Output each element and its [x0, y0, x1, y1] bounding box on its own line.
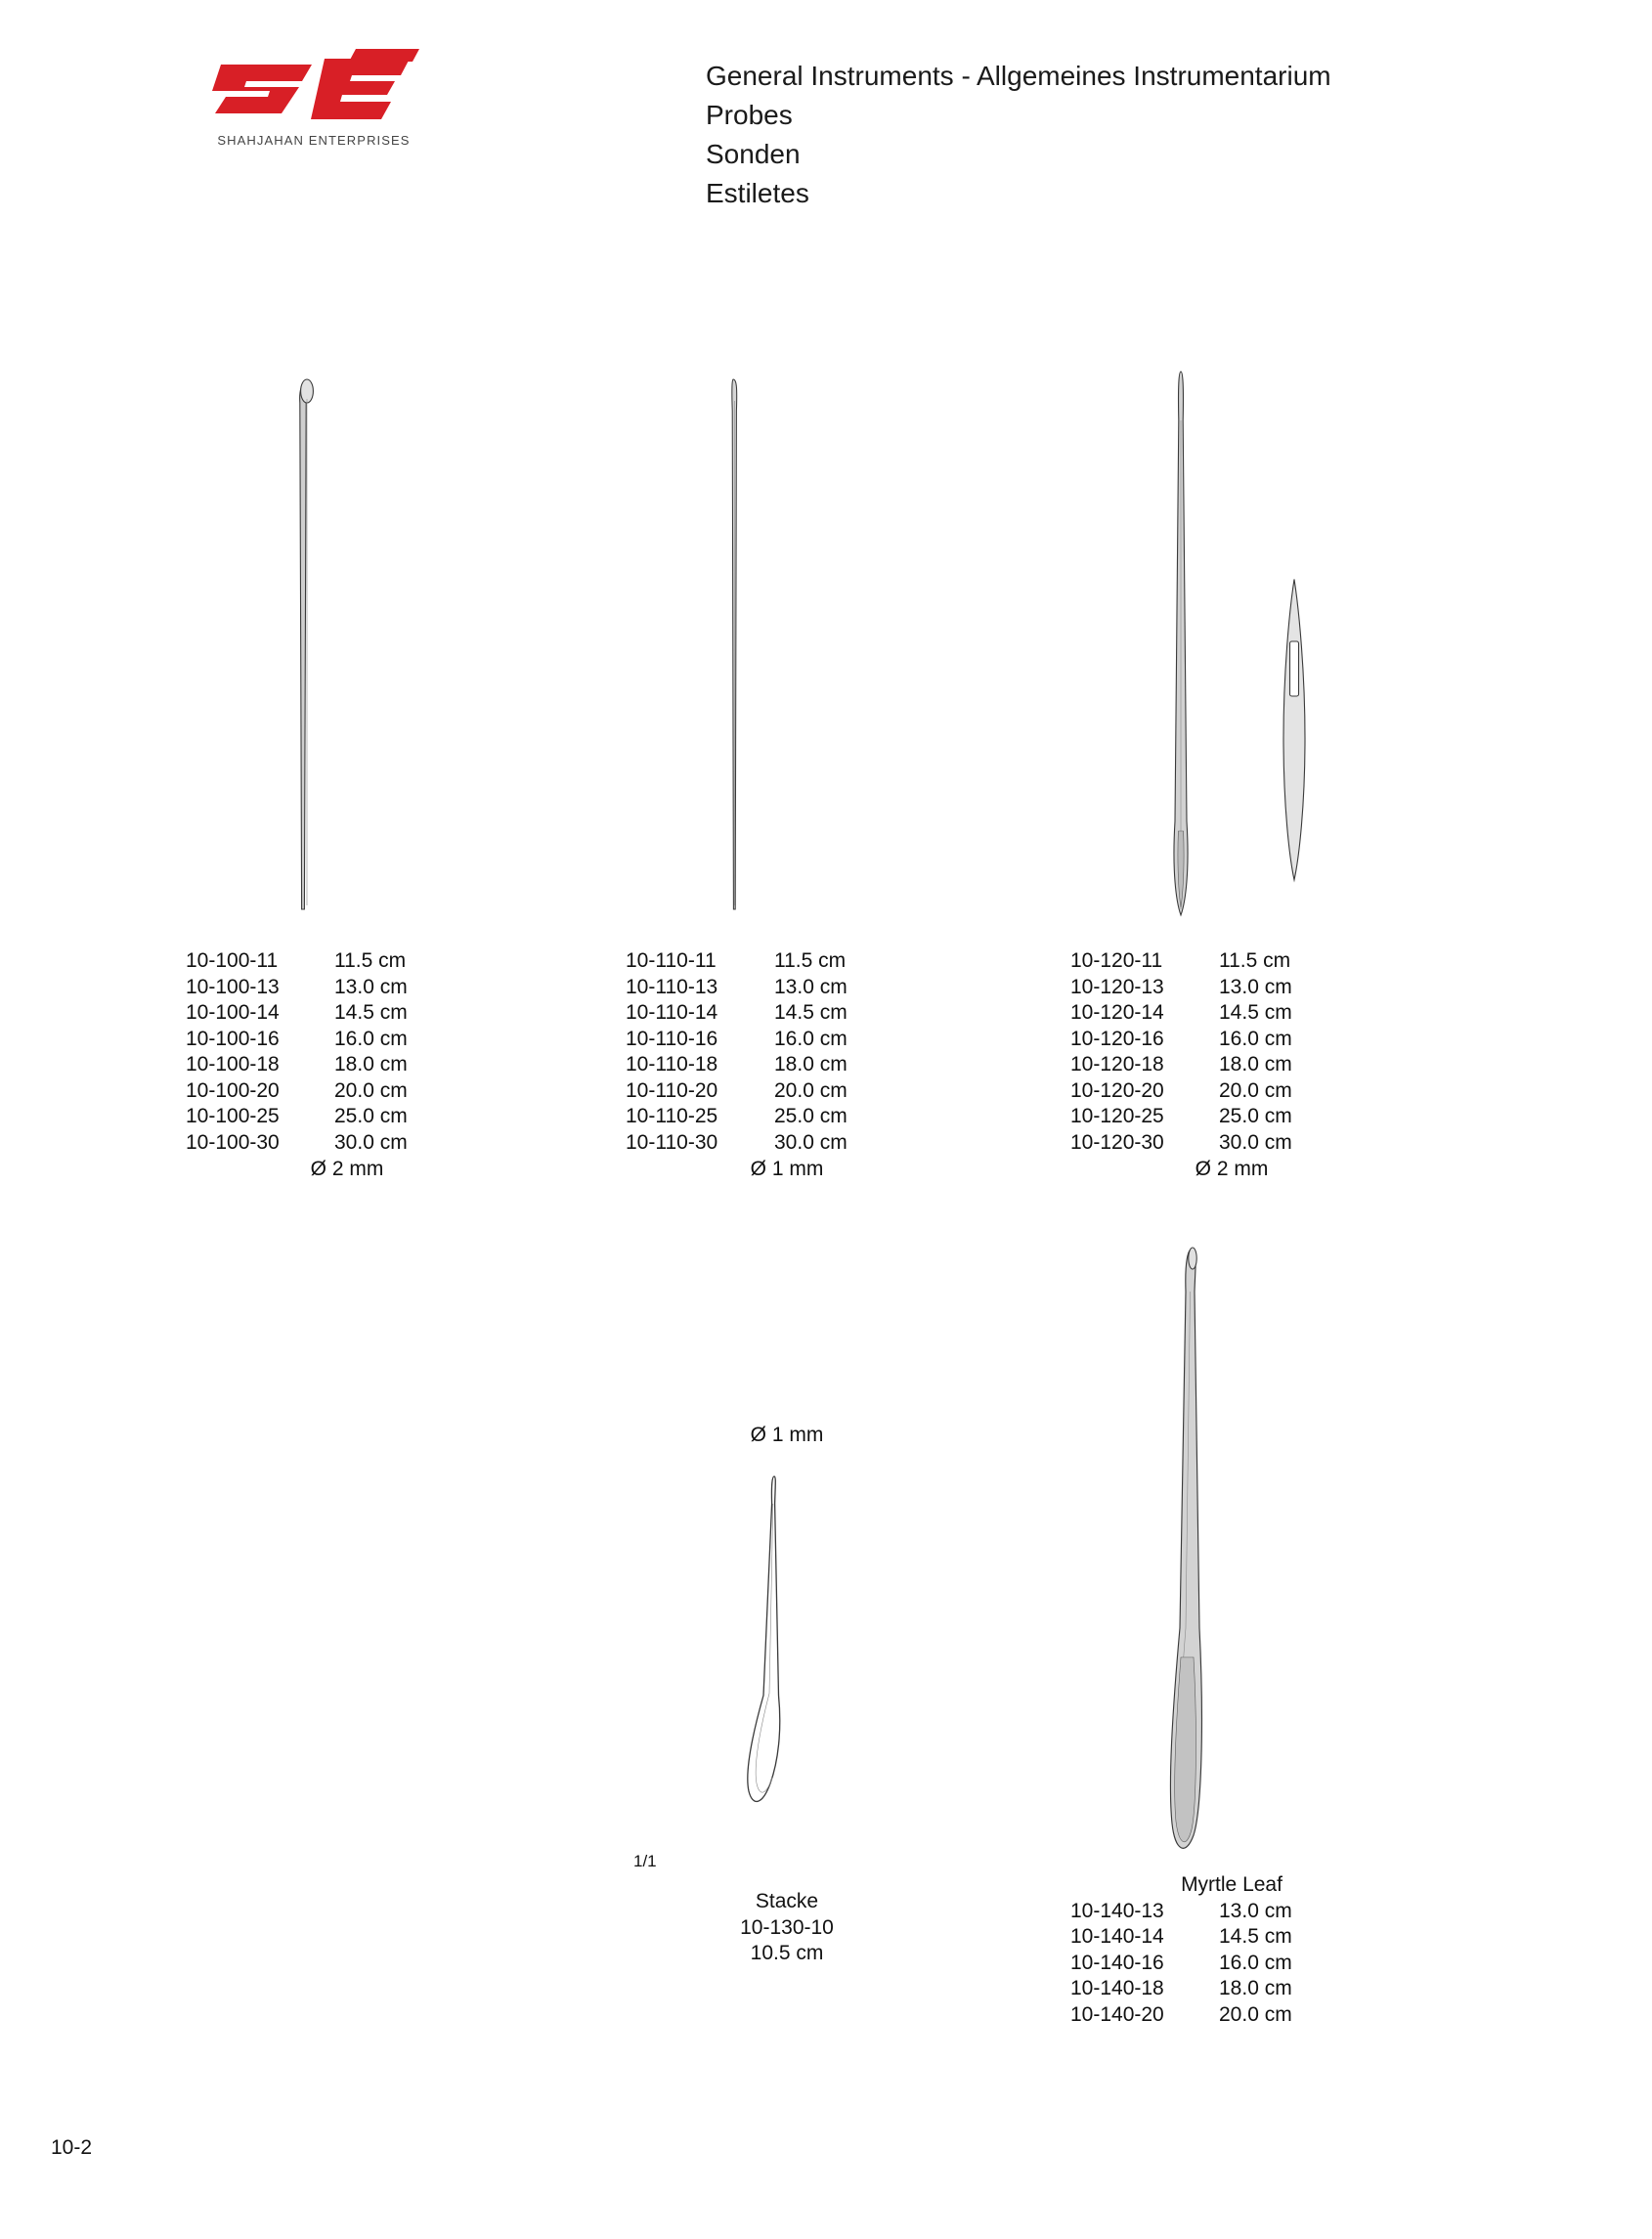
spec-row	[626, 1027, 948, 1053]
product-illustration-10-110	[626, 362, 948, 948]
spec-code: 10-110-20	[626, 1078, 718, 1102]
spec-size: 14.5 cm	[334, 1001, 408, 1024]
spec-code: 10-120-16	[1070, 1027, 1164, 1050]
diameter-label: Ø 2 mm	[1195, 1158, 1269, 1180]
spec-list-myrtle-leaf	[1070, 1899, 1393, 2029]
brand-caption: SHAHJAHAN ENTERPRISES	[217, 133, 411, 148]
spec-size: 20.0 cm	[774, 1078, 848, 1102]
spec-row	[1070, 1899, 1393, 1925]
header-line-1: General Instruments - Allgemeines Instrumentarium	[706, 61, 1331, 91]
spec-list-10-100	[186, 948, 508, 1183]
spec-code: 10-110-30	[626, 1130, 718, 1154]
spec-list-10-110	[626, 948, 948, 1183]
header-line-2: Probes	[706, 100, 793, 130]
product-illustration-10-120	[1070, 362, 1393, 948]
spec-code: 10-110-25	[626, 1105, 718, 1127]
spec-code: 10-120-20	[1070, 1078, 1164, 1102]
product-illustration-myrtle-leaf	[1070, 1237, 1393, 1872]
spec-size: 16.0 cm	[774, 1027, 848, 1050]
spec-row	[626, 1000, 948, 1027]
spec-size: 11.5 cm	[774, 949, 847, 972]
spec-size: 11.5 cm	[334, 949, 407, 972]
product-illustration-10-100	[186, 362, 508, 948]
product-group-10-120	[1070, 362, 1393, 1183]
spec-code: 10-100-14	[186, 1001, 280, 1024]
spec-size: 20.0 cm	[1219, 2002, 1292, 2026]
spec-row	[186, 1130, 508, 1157]
spec-row	[186, 975, 508, 1001]
brand-logo	[192, 49, 436, 176]
spec-code: 10-110-11	[626, 949, 717, 972]
spec-code: 10-110-18	[626, 1053, 718, 1076]
spec-code: 10-100-13	[186, 975, 280, 998]
spec-row	[626, 975, 948, 1001]
spec-size: 25.0 cm	[334, 1105, 408, 1127]
product-group-stacke	[626, 1423, 948, 1967]
spec-size: 14.5 cm	[1219, 1925, 1292, 1948]
spec-code: 10-100-25	[186, 1105, 280, 1127]
product-group-10-110	[626, 362, 948, 1183]
spec-code: 10-110-13	[626, 975, 718, 998]
spec-row	[186, 1027, 508, 1053]
diameter-label: Ø 2 mm	[310, 1158, 384, 1180]
product-illustration-stacke	[626, 1469, 948, 1889]
page-header	[0, 0, 1652, 225]
spec-code: 10-120-11	[1070, 949, 1163, 972]
spec-code: 10-140-14	[1070, 1925, 1164, 1948]
spec-code: 10-120-30	[1070, 1130, 1164, 1154]
spec-row	[1070, 1104, 1393, 1130]
spec-row	[1070, 1027, 1393, 1053]
spec-row	[186, 1052, 508, 1078]
spec-size: 18.0 cm	[1219, 1053, 1292, 1076]
header-titles	[706, 57, 1331, 213]
spec-row	[1070, 1130, 1393, 1157]
header-line-3: Sonden	[706, 139, 801, 169]
spec-row	[186, 1078, 508, 1105]
spec-size: 18.0 cm	[334, 1053, 408, 1076]
spec-code: 10-140-18	[1070, 1977, 1164, 1999]
spec-row	[1070, 1000, 1393, 1027]
spec-code: 10-140-16	[1070, 1951, 1164, 1974]
spec-code: 10-100-20	[186, 1078, 280, 1102]
spec-size: 30.0 cm	[774, 1130, 848, 1154]
diameter-label-stacke: Ø 1 mm	[750, 1424, 824, 1446]
product-group-10-100	[186, 362, 508, 1183]
spec-size: 20.0 cm	[1219, 1078, 1292, 1102]
spec-row	[186, 1000, 508, 1027]
spec-size: 11.5 cm	[1219, 949, 1291, 972]
spec-row	[1070, 975, 1393, 1001]
spec-size: 13.0 cm	[1219, 1899, 1292, 1922]
spec-row	[186, 1104, 508, 1130]
spec-size: 30.0 cm	[334, 1130, 408, 1154]
spec-code: 10-100-11	[186, 949, 279, 972]
spec-code-stacke: 10-130-10	[740, 1915, 834, 1939]
spec-size: 18.0 cm	[774, 1053, 848, 1076]
spec-row	[1070, 1924, 1393, 1951]
spec-code: 10-100-30	[186, 1130, 280, 1154]
spec-code: 10-120-13	[1070, 975, 1164, 998]
scale-label-stacke: 1/1	[633, 1852, 657, 1870]
spec-code: 10-140-20	[1070, 2002, 1164, 2026]
spec-code: 10-100-16	[186, 1027, 280, 1050]
spec-row	[1070, 948, 1393, 975]
se-logo-icon	[209, 49, 419, 129]
spec-size: 13.0 cm	[774, 975, 848, 998]
spec-code: 10-120-25	[1070, 1105, 1164, 1127]
spec-code: 10-120-18	[1070, 1053, 1164, 1076]
spec-size: 16.0 cm	[1219, 1027, 1292, 1050]
spec-size: 25.0 cm	[774, 1105, 848, 1127]
spec-code: 10-100-18	[186, 1053, 280, 1076]
spec-size: 20.0 cm	[334, 1078, 408, 1102]
spec-row	[1070, 1976, 1393, 2002]
spec-size: 18.0 cm	[1219, 1977, 1292, 1999]
spec-row	[186, 948, 508, 975]
spec-row	[626, 1130, 948, 1157]
spec-code: 10-110-16	[626, 1027, 718, 1050]
spec-size: 25.0 cm	[1219, 1105, 1292, 1127]
page-number: 10-2	[51, 2136, 93, 2159]
spec-row	[626, 1078, 948, 1105]
spec-size: 30.0 cm	[1219, 1130, 1292, 1154]
spec-size: 16.0 cm	[1219, 1951, 1292, 1974]
spec-list-10-120	[1070, 948, 1393, 1183]
spec-row	[1070, 1052, 1393, 1078]
spec-row	[626, 1104, 948, 1130]
spec-row	[626, 948, 948, 975]
product-name-stacke: Stacke	[755, 1890, 819, 1912]
spec-code: 10-110-14	[626, 1001, 718, 1024]
spec-row	[1070, 1951, 1393, 1977]
spec-size: 13.0 cm	[1219, 975, 1292, 998]
spec-row	[1070, 1078, 1393, 1105]
spec-row	[626, 1052, 948, 1078]
diameter-label: Ø 1 mm	[750, 1158, 824, 1180]
spec-size-stacke: 10.5 cm	[750, 1942, 824, 1964]
spec-size: 14.5 cm	[1219, 1001, 1292, 1024]
spec-code: 10-140-13	[1070, 1899, 1164, 1922]
spec-size: 13.0 cm	[334, 975, 408, 998]
spec-row	[1070, 2002, 1393, 2029]
spec-size: 14.5 cm	[774, 1001, 848, 1024]
product-name-myrtle-leaf: Myrtle Leaf	[1181, 1873, 1282, 1896]
header-line-4: Estiletes	[706, 178, 809, 208]
spec-size: 16.0 cm	[334, 1027, 408, 1050]
product-group-myrtle-leaf	[1070, 1237, 1393, 2028]
spec-code: 10-120-14	[1070, 1001, 1164, 1024]
